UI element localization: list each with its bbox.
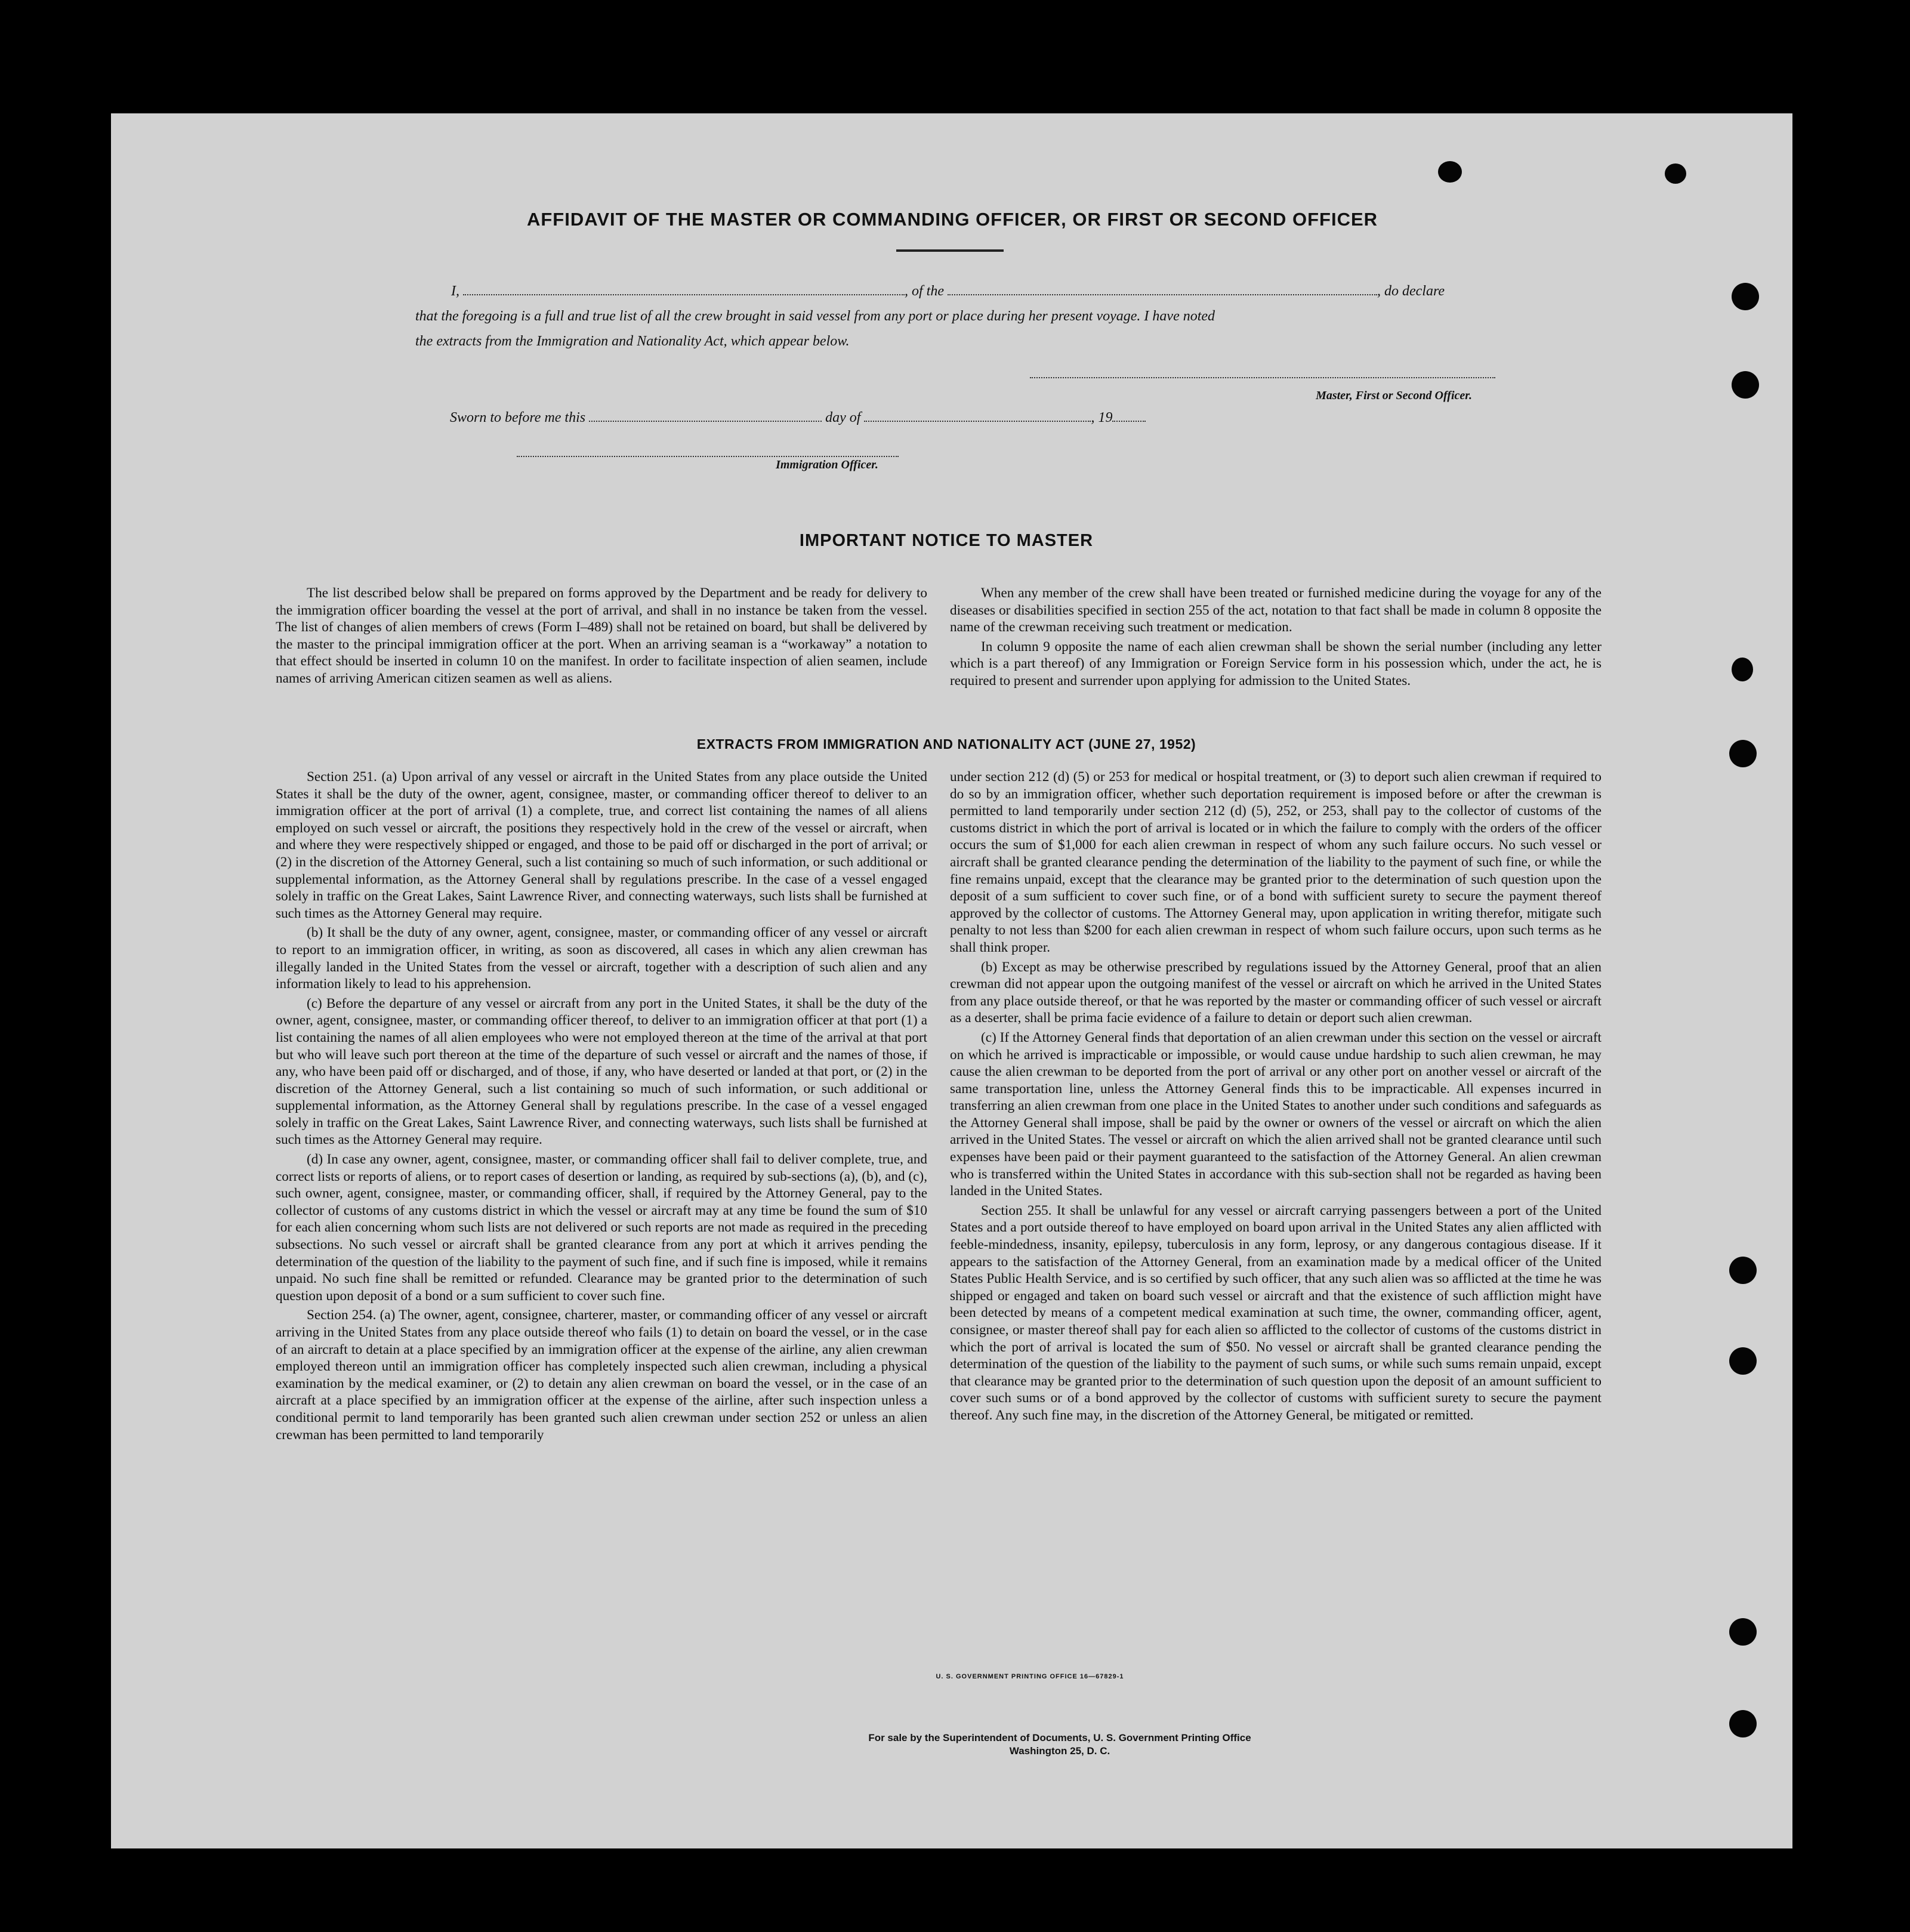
of-the-label: , of the	[905, 283, 944, 299]
immigration-officer-label: Immigration Officer.	[776, 458, 878, 471]
notice-left-paragraph: The list described below shall be prepared on forms approved by the Department and be ready for delivery to the immigration officer boarding the vessel at the port of arrival, and shall in no instance be taken from the vessel. The list of changes of alien members of crews (Form I–489) shall not be retained on board, but shall be delivered by the master to the principal immigration officer at the port. When an arriving seaman is a “workaway” a notation to that effect should be inserted in column 10 on the manifest. In order to facilitate inspection of alien seamen, include names of arriving American citizen seamen as well as aliens.	[276, 585, 927, 686]
sworn-line	[450, 406, 1345, 430]
punch-hole	[1729, 740, 1757, 767]
sworn-year-field[interactable]	[1112, 421, 1146, 422]
master-signature-label: Master, First or Second Officer.	[1316, 389, 1472, 402]
gpo-imprint: U. S. GOVERNMENT PRINTING OFFICE 16—67829-1	[936, 1673, 1124, 1680]
sworn-day-field[interactable]	[589, 421, 822, 422]
punch-hole	[1732, 371, 1759, 399]
affidavit-title: AFFIDAVIT OF THE MASTER OR COMMANDING OFFICER, OR FIRST OR SECOND OFFICER	[526, 209, 1378, 230]
title-rule	[896, 249, 1004, 252]
section-251-c: (c) Before the departure of any vessel or aircraft from any port in the United States, it shall be the duty of the owner, agent, consignee, master, or commanding officer thereof, to deliver to an immigration officer at that port (1) a list containing the names of all alien employees who were not employed thereon at the time of the arrival at that port but who will leave such port thereon at the time of the departure of such vessel or aircraft and the names of those, if any, who have been paid off or discharged, and of those, if any, who have deserted or landed at that port, or (2) in the discretion of the Attorney General, such a list containing so much of such information, or such additional or supplemental information, as the Attorney General shall by regulations prescribe. In the case of a vessel engaged solely in traffic on the Great Lakes, Saint Lawrence River, and connecting waterways, such lists shall be furnished at such times as the Attorney General may require.	[276, 995, 927, 1148]
day-of-label: day of	[825, 410, 861, 425]
ink-blot-mark	[1665, 163, 1686, 184]
section-251-d: (d) In case any owner, agent, consignee, master, or commanding officer shall fail to deliver complete, true, and correct lists or reports of aliens, or to report cases of desertion or landing, as required by sub-sections (a), (b), and (c), such owner, agent, consignee, master, or commanding officer, shall, if required by the Attorney General, pay to the collector of customs of any customs district in which the vessel or aircraft may at any time be found the sum of $10 for each alien concerning whom such lists are not delivered or such reports are not made as required in the preceding subsections. No such vessel or aircraft shall be granted clearance from any port at which it arrives pending the determination of the question of the liability to the payment of such fine, and if such fine is imposed, while it remains unpaid. No such fine shall be remitted or refunded. Clearance may be granted prior to the determination of such question upon deposit of a bond or a sum sufficient to cover such fine.	[276, 1152, 927, 1304]
section-255: Section 255. It shall be unlawful for any vessel or aircraft carrying passengers between a port of the United States and a port outside thereof to have employed on board upon arrival in the United States any alien afflicted with feeble-mindedness, insanity, epilepsy, tuberculosis in any form, leprosy, or any dangerous contagious disease. If it appears to the satisfaction of the Attorney General, from an examination made by a medical officer of the United States Public Health Service, and is so certified by such officer, that any such alien was so afflicted at the time he was shipped or engaged and taken on board such vessel or aircraft and that the existence of such affliction might have been detected by means of a competent medical examination at such time, the owner, commanding officer, agent, consignee, or master thereof shall pay for each alien so afflicted to the collector of customs of the customs district in which the port of arrival is located the sum of $50. No vessel or aircraft shall be granted clearance pending the determination of the question of the liability to the payment of such sums, or while such sums remain unpaid, except that clearance may be granted prior to the determination of such question upon the deposit of an amount sufficient to cover such sums or of a bond approved by the collector of customs with sufficient surety to secure the payment thereof. Any such fine may, in the discretion of the Attorney General, be mitigated or remitted.	[950, 1202, 1602, 1423]
do-declare-label: , do declare	[1377, 283, 1445, 299]
name-field[interactable]	[463, 294, 905, 295]
immigration-officer-signature-field[interactable]	[517, 455, 899, 457]
declaration-name-line	[451, 279, 1609, 303]
declaration-line-2: the extracts from the Immigration and Nationality Act, which appear below.	[415, 334, 850, 349]
declaration-line-1: that the foregoing is a full and true list of all the crew brought in said vessel from any port or place during her present voyage. I have noted	[415, 308, 1215, 324]
master-signature-field[interactable]	[1030, 376, 1495, 378]
punch-hole	[1729, 1257, 1757, 1284]
sworn-month-field[interactable]	[864, 421, 1091, 422]
punch-hole	[1732, 658, 1753, 681]
i-label: I,	[451, 283, 459, 299]
ink-blot-mark	[1438, 161, 1462, 183]
punch-hole	[1732, 283, 1759, 310]
vessel-field[interactable]	[948, 294, 1377, 295]
extracts-right-column	[950, 769, 1602, 1424]
section-254-b: (b) Except as may be otherwise prescribed by regulations issued by the Attorney General, proof that an alien crewman did not appear upon the outgoing manifest of the vessel or aircraft on which he arrived in the United States from any place outside thereof, or that he was reported by the master or commanding officer of such vessel or aircraft as a deserter, shall be prima facie evidence of a failure to detain or deport such alien crewman.	[950, 959, 1602, 1026]
section-254-a-continued: under section 212 (d) (5) or 253 for medical or hospital treatment, or (3) to deport such alien crewman if required to do so by an immigration officer, whether such deportation requirement is imposed before or after the crewman is permitted to land temporarily under section 212 (d) (5), 252, or 253, shall pay to the collector of customs of the customs district in which the port of arrival is located or in which the failure to comply with the orders of the officer occurs the sum of $1,000 for each alien crewman in respect of whom any such failure occurs. No such vessel or aircraft shall be granted clearance pending the determination of the liability to the payment of such fine, or while the fine remains unpaid, except that the clearance may be granted prior to the determination of such question upon the deposit of a sum sufficient to cover such fine, or of a bond with sufficient surety to secure the payment thereof approved by the collector of customs. The Attorney General may, upon application in writing therefor, mitigate such penalty to not less than $200 for each alien crewman in respect of whom such failure occurs, upon such terms as he shall think proper.	[950, 769, 1602, 955]
year-label: , 19	[1091, 410, 1113, 425]
punch-hole	[1729, 1618, 1757, 1646]
extracts-left-column	[276, 769, 927, 1443]
punch-hole	[1729, 1710, 1757, 1737]
sale-line-1: For sale by the Superintendent of Documents, U. S. Government Printing Office	[868, 1732, 1251, 1743]
sale-line-2: Washington 25, D. C.	[1009, 1745, 1110, 1757]
notice-right-paragraph-1: When any member of the crew shall have been treated or furnished medicine during the voyage for any of the diseases or disabilities specified in section 255 of the act, notation to that fact shall be made in column 8 opposite the name of the crewman receiving such treatment or medication.	[950, 585, 1602, 635]
section-254-c: (c) If the Attorney General finds that deportation of an alien crewman under this section on the vessel or aircraft on which he arrived is impracticable or impossible, or would cause undue hardship to such alien crewman, he may cause the alien crewman to be deported from the port of arrival or any other port on another vessel or aircraft of the same transportation line, unless the Attorney General finds this to be impracticable. All expenses incurred in transferring an alien crewman from one place in the United States to another under such conditions and safeguards as the Attorney General shall impose, shall be paid by the owner or owners of the vessel or aircraft on which the alien arrived in the United States. The vessel or aircraft on which the alien arrived shall not be granted clearance until such expenses have been paid or their payment guaranteed to the satisfaction of the Attorney General. An alien crewman who is transferred within the United States in accordance with this sub-section shall not be regarded as having been landed in the United States.	[950, 1029, 1602, 1199]
section-251-b: (b) It shall be the duty of any owner, agent, consignee, master, or commanding officer of any vessel or aircraft to report to an immigration officer, in writing, as soon as discovered, all cases in which any alien crewman has illegally landed in the United States from the vessel or aircraft, together with a description of such alien and any information likely to lead to his apprehension.	[276, 925, 927, 992]
notice-title: IMPORTANT NOTICE TO MASTER	[799, 531, 1094, 550]
extracts-title: EXTRACTS FROM IMMIGRATION AND NATIONALITY ACT (JUNE 27, 1952)	[696, 736, 1196, 752]
sworn-label: Sworn to before me this	[450, 410, 586, 425]
form-sheet	[111, 113, 1792, 1848]
notice-left-column	[276, 585, 927, 687]
punch-hole	[1729, 1347, 1757, 1375]
notice-right-paragraph-2: In column 9 opposite the name of each alien crewman shall be shown the serial number (including any letter which is a part thereof) of any Immigration or Foreign Service form in his possession which, under the act, he is required to present and surrender upon applying for admission to the United States.	[950, 638, 1602, 689]
sale-notice	[708, 1732, 1412, 1758]
notice-right-column	[950, 585, 1602, 690]
section-254-a: Section 254. (a) The owner, agent, consignee, charterer, master, or commanding officer of any vessel or aircraft arriving in the United States from any place outside thereof who fails (1) to detain on board the vessel, or in the case of an aircraft to detain at a place specified by an immigration officer at the expense of the airline, any alien crewman employed thereon until an immigration officer has completely inspected such alien crewman, including a physical examination by the medical examiner, or (2) to detain any alien crewman on board the vessel, or in the case of an aircraft at a place specified by an immigration officer at the expense of the airline, after such inspection unless a conditional permit to land temporarily has been granted such alien crewman under section 252 or unless an alien crewman has been permitted to land temporarily	[276, 1307, 927, 1443]
section-251-a: Section 251. (a) Upon arrival of any vessel or aircraft in the United States from any place outside the United States it shall be the duty of the owner, agent, consignee, master, or commanding officer thereof to deliver to an immigration officer at the port of arrival (1) a complete, true, and correct list containing the names of all aliens employed on such vessel or aircraft, the positions they respectively hold in the crew of the vessel or aircraft, when and where they were respectively shipped or engaged, and those to be paid off or discharged in the port of arrival; or (2) in the discretion of the Attorney General, such a list containing so much of such information, or such additional or supplemental information, as the Attorney General shall by regulations prescribe. In the case of a vessel engaged solely in traffic on the Great Lakes, Saint Lawrence River, and connecting waterways, such lists shall be furnished at such times as the Attorney General may require.	[276, 769, 927, 921]
